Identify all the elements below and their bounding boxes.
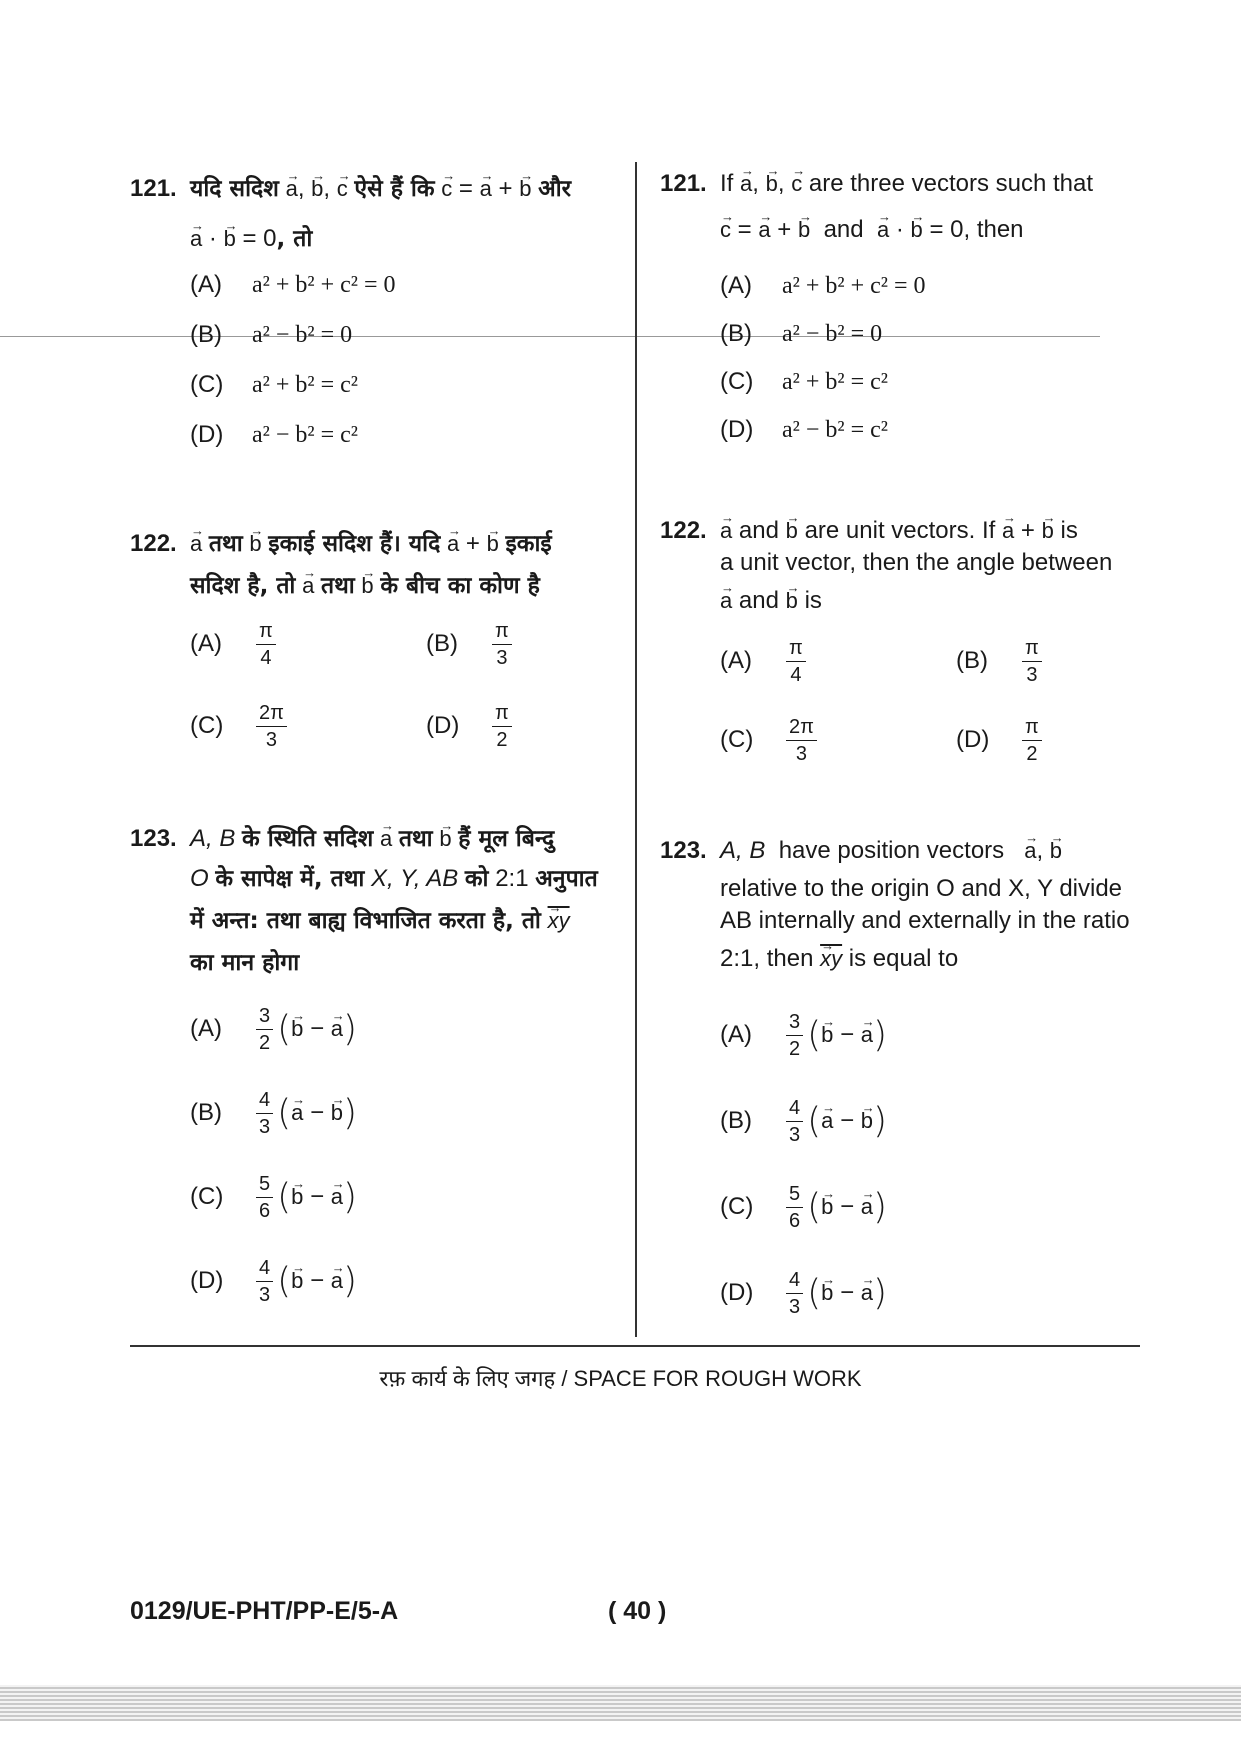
rough-work-label: रफ़ कार्य के लिए जगह / SPACE FOR ROUGH WORK <box>379 1366 862 1391</box>
option-c[interactable]: (C) $\frac{5}{6}$ (→ b − → a) <box>190 1174 357 1221</box>
option-d[interactable]: (D) a² − b² = c² <box>190 421 358 448</box>
option-c[interactable]: (C) $\frac{5}{6}$ (→ b − → a) <box>720 1184 887 1231</box>
option-b[interactable]: (B) $\frac{\pi}{3}$ <box>426 621 516 668</box>
option-d[interactable]: (D) $\frac{4}{3}$ (→ b − → a) <box>190 1258 357 1305</box>
question-number: 121. <box>130 175 177 202</box>
option-a[interactable]: (A) a² + b² + c² = 0 <box>720 272 926 299</box>
question-122-english: 122. → a and → b are unit vectors. If → a + → b is a unit vector, then the angle between → a and → b is (A) $\frac{\pi}{4}$ (B) $\frac{\pi}{3}$ (C) $\frac{2\pi}{3}$ (D) $\frac{\pi}{2}$ <box>660 512 1140 782</box>
option-d[interactable]: (D) $\frac{\pi}{2}$ <box>956 717 1046 764</box>
question-123-hindi: 123. A, B के स्थिति सदिश → a तथा → b हैं मूल बिन्दु O के सापेक्ष में, तथा X, Y, AB को 2:1 अनुपात में अन्त: तथा बाह्य विभाजित करता है, तो → $\overline{xy}$ का मान होगा (A) $\frac{3}{2}$ (→ b − → a) (B) $\frac{4}{3}$ (→ a − → b) (C) $\frac{5}{6}$ (→ b − → a) (D) $\frac{4}{3}$ (→ b − → a) <box>130 820 620 1320</box>
option-a[interactable]: (A) $\frac{3}{2}$ (→ b − → a) <box>720 1012 887 1059</box>
question-number: 123. <box>130 825 177 852</box>
option-b[interactable]: (B) $\frac{4}{3}$ (→ a − → b) <box>190 1090 357 1137</box>
footer-paper-code: 0129/UE-PHT/PP-E/5-A <box>130 1597 399 1625</box>
option-b[interactable]: (B) a² − b² = 0 <box>190 321 353 348</box>
option-a[interactable]: (A) $\frac{\pi}{4}$ <box>190 621 280 668</box>
option-a[interactable]: (A) $\frac{\pi}{4}$ <box>720 638 810 685</box>
option-d[interactable]: (D) $\frac{\pi}{2}$ <box>426 703 516 750</box>
rough-work-rule <box>130 1345 1140 1347</box>
option-d[interactable]: (D) $\frac{4}{3}$ (→ b − → a) <box>720 1270 887 1317</box>
option-c[interactable]: (C) $\frac{2\pi}{3}$ <box>190 703 291 750</box>
question-123-english: 123. A, B have position vectors → a, → b relative to the origin O and X, Y divide AB internally and externally in the ratio 2:1, then → $\overline{xy}$ is equal to (A) $\frac{3}{2}$ (→ b − → a) (B) $\frac{4}{3}$ (→ a − → b) (C) $\frac{5}{6}$ (→ b − → a) (D) $\frac{4}{3}$ (→ b − → a) <box>660 832 1140 1332</box>
option-b[interactable]: (B) $\frac{4}{3}$ (→ a − → b) <box>720 1098 887 1145</box>
question-number: 122. <box>660 517 707 544</box>
option-b[interactable]: (B) a² − b² = 0 <box>720 320 883 347</box>
question-121-english: 121. If → a, → b, → c are three vectors such that → c = → a + → b and → a · → b = 0, then (A) a² + b² + c² = 0 (B) a² − b² = 0 (C) a² + b² = c² (D) a² − b² = c² <box>660 165 1140 465</box>
option-c[interactable]: (C) $\frac{2\pi}{3}$ <box>720 717 821 764</box>
question-number: 121. <box>660 170 707 197</box>
footer-page-number: ( 40 ) <box>608 1597 667 1625</box>
option-d[interactable]: (D) a² − b² = c² <box>720 416 888 443</box>
question-122-hindi: 122. → a तथा → b इकाई सदिश हैं। यदि → a + → b इकाई सदिश है, तो → a तथा → b के बीच का कोण है (A) $\frac{\pi}{4}$ (B) $\frac{\pi}{3}$ (C) $\frac{2\pi}{3}$ (D) $\frac{\pi}{2}$ <box>130 525 610 765</box>
question-number: 123. <box>660 837 707 864</box>
option-c[interactable]: (C) a² + b² = c² <box>720 368 888 395</box>
scan-edge-band <box>0 1685 1241 1721</box>
option-c[interactable]: (C) a² + b² = c² <box>190 371 358 398</box>
column-divider <box>635 162 637 1337</box>
question-121-hindi: 121. यदि सदिश → a, → b, → c ऐसे हैं कि → c = → a + → b और → a · → b = 0, तो (A) a² + b² + c² = 0 (B) a² − b² = 0 (C) a² + b² = c² (D) a² − b² = c² <box>130 170 610 460</box>
option-a[interactable]: (A) $\frac{3}{2}$ (→ b − → a) <box>190 1006 357 1053</box>
question-number: 122. <box>130 530 177 557</box>
option-b[interactable]: (B) $\frac{\pi}{3}$ <box>956 638 1046 685</box>
option-a[interactable]: (A) a² + b² + c² = 0 <box>190 271 396 298</box>
